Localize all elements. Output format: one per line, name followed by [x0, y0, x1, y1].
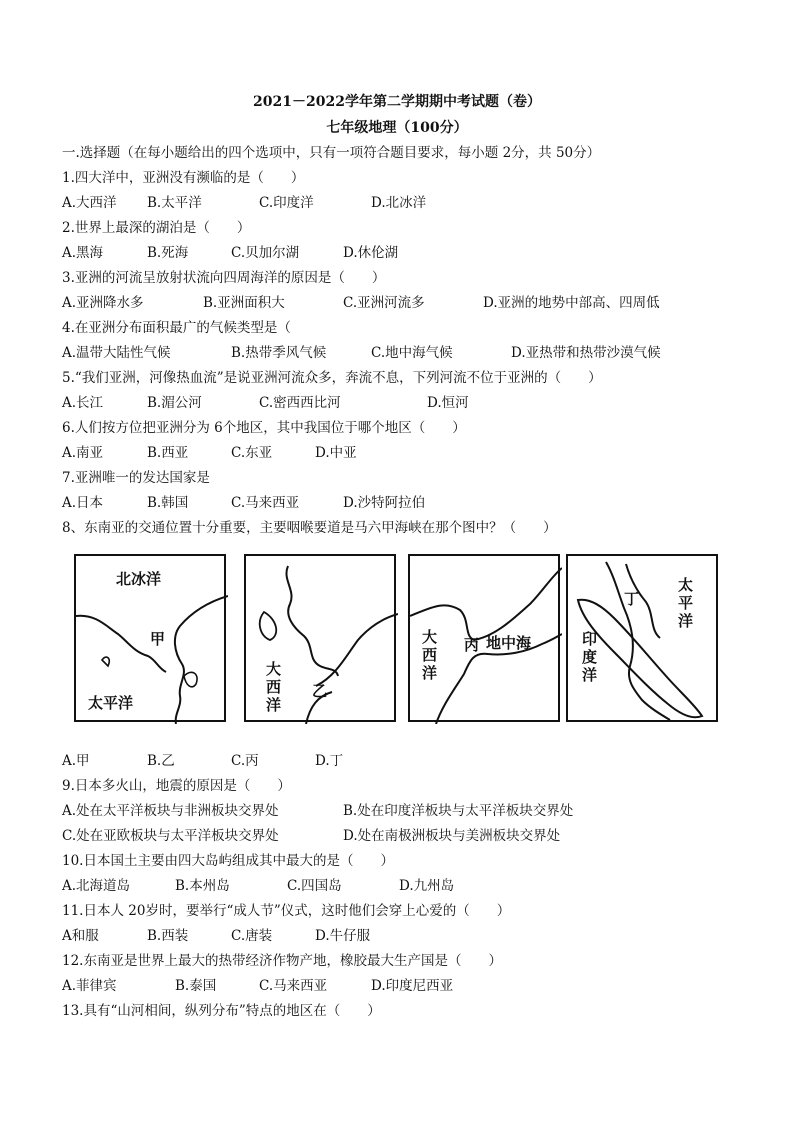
- question-8: 8、东南亚的交通位置十分重要，主要咽喉要道是马六甲海峡在那个图中？（ ）: [62, 520, 557, 536]
- q3-option-a[interactable]: A.亚洲降水多: [62, 295, 144, 311]
- q10-option-d[interactable]: D.九州岛: [399, 878, 455, 894]
- q12-option-d[interactable]: D.印度尼西亚: [371, 978, 454, 994]
- q7-option-a[interactable]: A.日本: [62, 495, 104, 511]
- q6-option-b[interactable]: B.西亚: [147, 445, 189, 461]
- q11-option-c[interactable]: C.唐装: [231, 928, 273, 944]
- q12-option-a[interactable]: A.菲律宾: [62, 978, 117, 994]
- question-11: 11.日本人 20岁时，要举行“成人节”仪式，这时他们会穿上心爱的（ ）: [62, 903, 511, 919]
- q8-option-a[interactable]: A.甲: [62, 753, 90, 769]
- q7-option-d[interactable]: D.沙特阿拉伯: [343, 495, 426, 511]
- q7-option-b[interactable]: B.韩国: [147, 495, 189, 511]
- question-3: 3.亚洲的河流呈放射状流向四周海洋的原因是（ ）: [62, 270, 386, 286]
- q3-option-b[interactable]: B.亚洲面积大: [203, 295, 285, 311]
- q4-option-d[interactable]: D.亚热带和热带沙漠气候: [511, 345, 661, 361]
- section-heading: 一.选择题（在每小题给出的四个选项中，只有一项符合题目要求，每小题 2分，共 50分）: [62, 145, 601, 161]
- q9-option-a[interactable]: A.处在太平洋板块与非洲板块交界处: [62, 803, 279, 819]
- q12-option-c[interactable]: C.马来西亚: [259, 978, 328, 994]
- q9-option-c[interactable]: C.处在亚欧板块与太平洋板块交界处: [62, 828, 279, 844]
- map-yi: [244, 554, 396, 722]
- question-6: 6.人们按方位把亚洲分为 6个地区，其中我国位于哪个地区（ ）: [62, 420, 466, 436]
- q10-option-c[interactable]: C.四国岛: [287, 878, 342, 894]
- q8-option-d[interactable]: D.丁: [315, 753, 344, 769]
- q6-option-c[interactable]: C.东亚: [231, 445, 273, 461]
- q8-option-c[interactable]: C.丙: [231, 753, 259, 769]
- map-ding-label-pacific: 太平洋: [678, 576, 694, 630]
- q11-option-b[interactable]: B.西装: [147, 928, 189, 944]
- q4-option-b[interactable]: B.热带季风气候: [231, 345, 327, 361]
- q2-option-d[interactable]: D.休伦湖: [343, 245, 399, 261]
- question-12: 12.东南亚是世界上最大的热带经济作物产地，橡胶最大生产国是（ ）: [62, 953, 502, 969]
- exam-title: 2021－2022学年第二学期期中考试题（卷）: [253, 94, 541, 110]
- question-10: 10.日本国土主要由四大岛屿组成其中最大的是（ ）: [62, 853, 394, 869]
- q1-option-c[interactable]: C.印度洋: [259, 195, 314, 211]
- q6-option-d[interactable]: D.中亚: [315, 445, 357, 461]
- q1-option-d[interactable]: D.北冰洋: [371, 195, 427, 211]
- q12-option-b[interactable]: B.泰国: [175, 978, 217, 994]
- question-1: 1.四大洋中，亚洲没有濒临的是（ ）: [62, 170, 305, 186]
- map-bing-label-atlantic: 大西洋: [422, 628, 438, 682]
- q4-option-a[interactable]: A.温带大陆性气候: [62, 345, 171, 361]
- map-jia: [74, 554, 226, 722]
- question-2: 2.世界上最深的湖泊是（ ）: [62, 220, 251, 236]
- question-7: 7.亚洲唯一的发达国家是: [62, 470, 210, 486]
- q9-option-b[interactable]: B.处在印度洋板块与太平洋板块交界处: [343, 803, 574, 819]
- q2-option-c[interactable]: C.贝加尔湖: [231, 245, 300, 261]
- q1-option-a[interactable]: A.大西洋: [62, 195, 117, 211]
- q8-option-b[interactable]: B.乙: [147, 753, 175, 769]
- question-9: 9.日本多火山，地震的原因是（ ）: [62, 778, 291, 794]
- q1-option-b[interactable]: B.太平洋: [147, 195, 202, 211]
- q5-option-b[interactable]: B.湄公河: [147, 395, 202, 411]
- q2-option-a[interactable]: A.黑海: [62, 245, 104, 261]
- map-yi-label-yi: 乙: [312, 682, 328, 700]
- map-bing-label-med: 地中海: [486, 634, 532, 652]
- map-jia-label-arctic: 北冰洋: [116, 570, 162, 588]
- strait-maps-figure: [74, 548, 700, 730]
- question-5: 5.“我们亚洲，河像热血流”是说亚洲河流众多，奔流不息，下列河流不位于亚洲的（ ）: [62, 370, 602, 386]
- q11-option-d[interactable]: D.牛仔服: [315, 928, 371, 944]
- q5-option-d[interactable]: D.恒河: [427, 395, 469, 411]
- question-4: 4.在亚洲分布面积最广的气候类型是（: [62, 320, 291, 336]
- q6-option-a[interactable]: A.南亚: [62, 445, 104, 461]
- q11-option-a[interactable]: A和服: [62, 928, 99, 944]
- q7-option-c[interactable]: C.马来西亚: [231, 495, 300, 511]
- q10-option-b[interactable]: B.本州岛: [175, 878, 230, 894]
- q3-option-d[interactable]: D.亚洲的地势中部高、四周低: [483, 295, 660, 311]
- q3-option-c[interactable]: C.亚洲河流多: [343, 295, 425, 311]
- q2-option-b[interactable]: B.死海: [147, 245, 189, 261]
- map-yi-label-atlantic: 大西洋: [266, 660, 282, 714]
- map-bing: [408, 554, 560, 722]
- exam-subtitle: 七年级地理（100分）: [326, 120, 468, 136]
- map-ding-label-ding: 丁: [624, 590, 640, 608]
- map-jia-label-jia: 甲: [150, 630, 166, 648]
- map-ding-label-indian: 印度洋: [582, 630, 598, 684]
- q5-option-a[interactable]: A.长江: [62, 395, 104, 411]
- map-bing-label-bing: 丙: [464, 636, 480, 654]
- q10-option-a[interactable]: A.北海道岛: [62, 878, 131, 894]
- map-ding: [566, 554, 718, 722]
- question-13: 13.具有“山河相间，纵列分布”特点的地区在（ ）: [62, 1003, 381, 1019]
- q9-option-d[interactable]: D.处在南极洲板块与美洲板块交界处: [343, 828, 561, 844]
- q5-option-c[interactable]: C.密西西比河: [259, 395, 341, 411]
- map-jia-label-pacific: 太平洋: [88, 694, 134, 712]
- q4-option-c[interactable]: C.地中海气候: [371, 345, 453, 361]
